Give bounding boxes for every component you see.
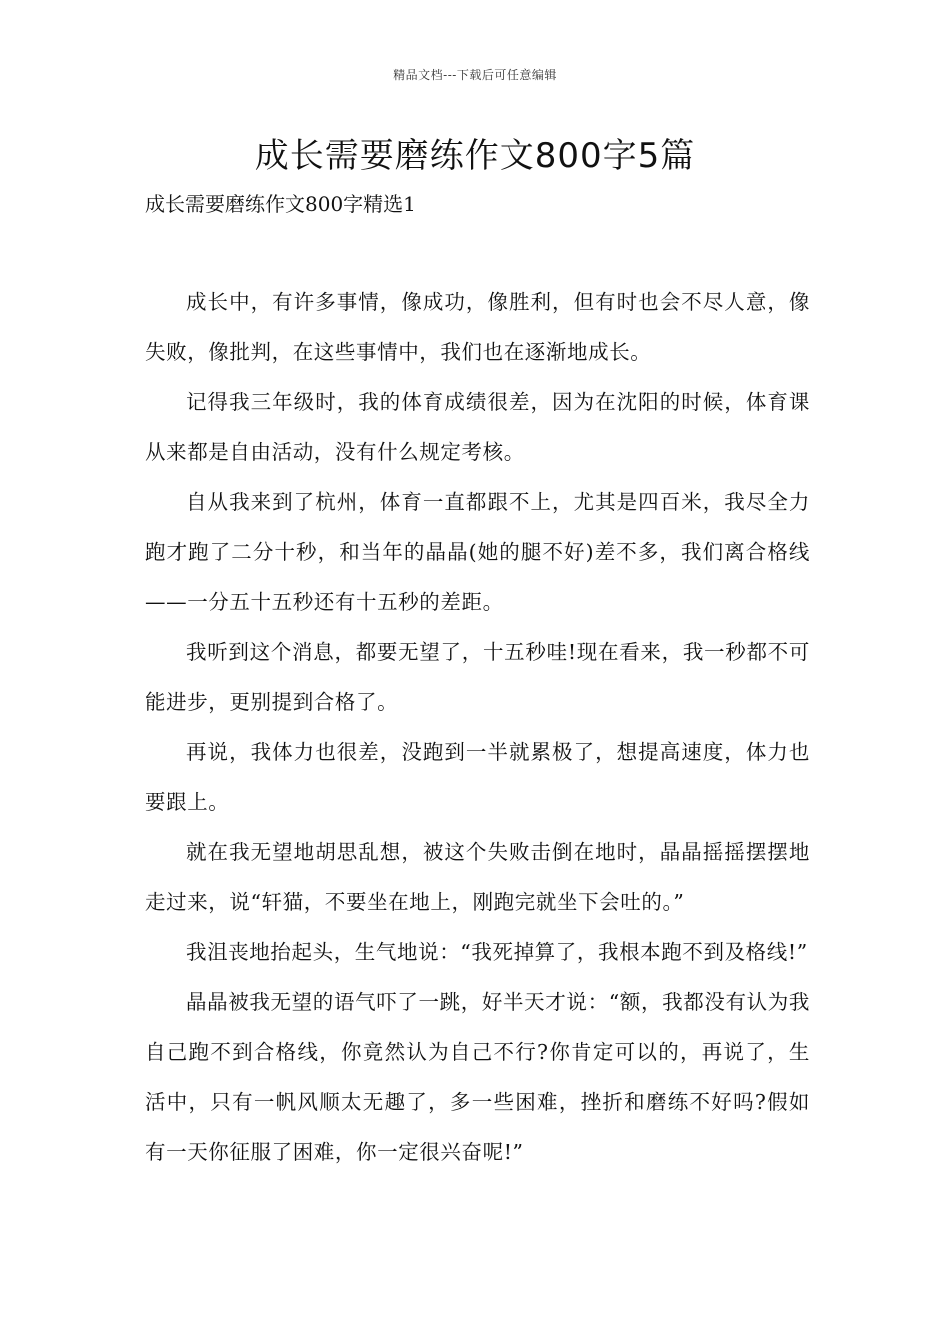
document-title: 成长需要磨练作文800字5篇 xyxy=(254,136,696,176)
document-subtitle: 成长需要磨练作文800字精选1 xyxy=(145,192,416,216)
paragraph: 自从我来到了杭州，体育一直都跟不上，尤其是四百米，我尽全力跑才跑了二分十秒，和当年的晶晶(她的腿不好)差不多，我们离合格线——一分五十五秒还有十五秒的差距。 xyxy=(145,490,810,614)
paragraph: 我沮丧地抬起头，生气地说：“我死掉算了，我根本跑不到及格线!” xyxy=(186,940,808,964)
paragraph: 成长中，有许多事情，像成功，像胜利，但有时也会不尽人意，像失败，像批判，在这些事情中，我们也在逐渐地成长。 xyxy=(145,290,810,364)
paragraph: 再说，我体力也很差，没跑到一半就累极了，想提高速度，体力也要跟上。 xyxy=(145,740,810,814)
paragraph: 我听到这个消息，都要无望了，十五秒哇!现在看来，我一秒都不可能进步，更别提到合格了。 xyxy=(145,640,810,714)
paragraph: 晶晶被我无望的语气吓了一跳，好半天才说：“额，我都没有认为我自己跑不到合格线，你竟然认为自己不行?你肯定可以的，再说了，生活中，只有一帆风顺太无趣了，多一些困难，挫折和磨练不好吗?假如有一天你征服了困难，你一定很兴奋呢!” xyxy=(145,990,810,1164)
header-note: 精品文档---下载后可任意编辑 xyxy=(393,68,557,82)
paragraph: 记得我三年级时，我的体育成绩很差，因为在沈阳的时候，体育课从来都是自由活动，没有什么规定考核。 xyxy=(145,390,810,464)
article-body xyxy=(145,277,810,1177)
paragraph: 就在我无望地胡思乱想，被这个失败击倒在地时，晶晶摇摇摆摆地走过来，说“轩猫，不要坐在地上，刚跑完就坐下会吐的。” xyxy=(145,840,810,914)
